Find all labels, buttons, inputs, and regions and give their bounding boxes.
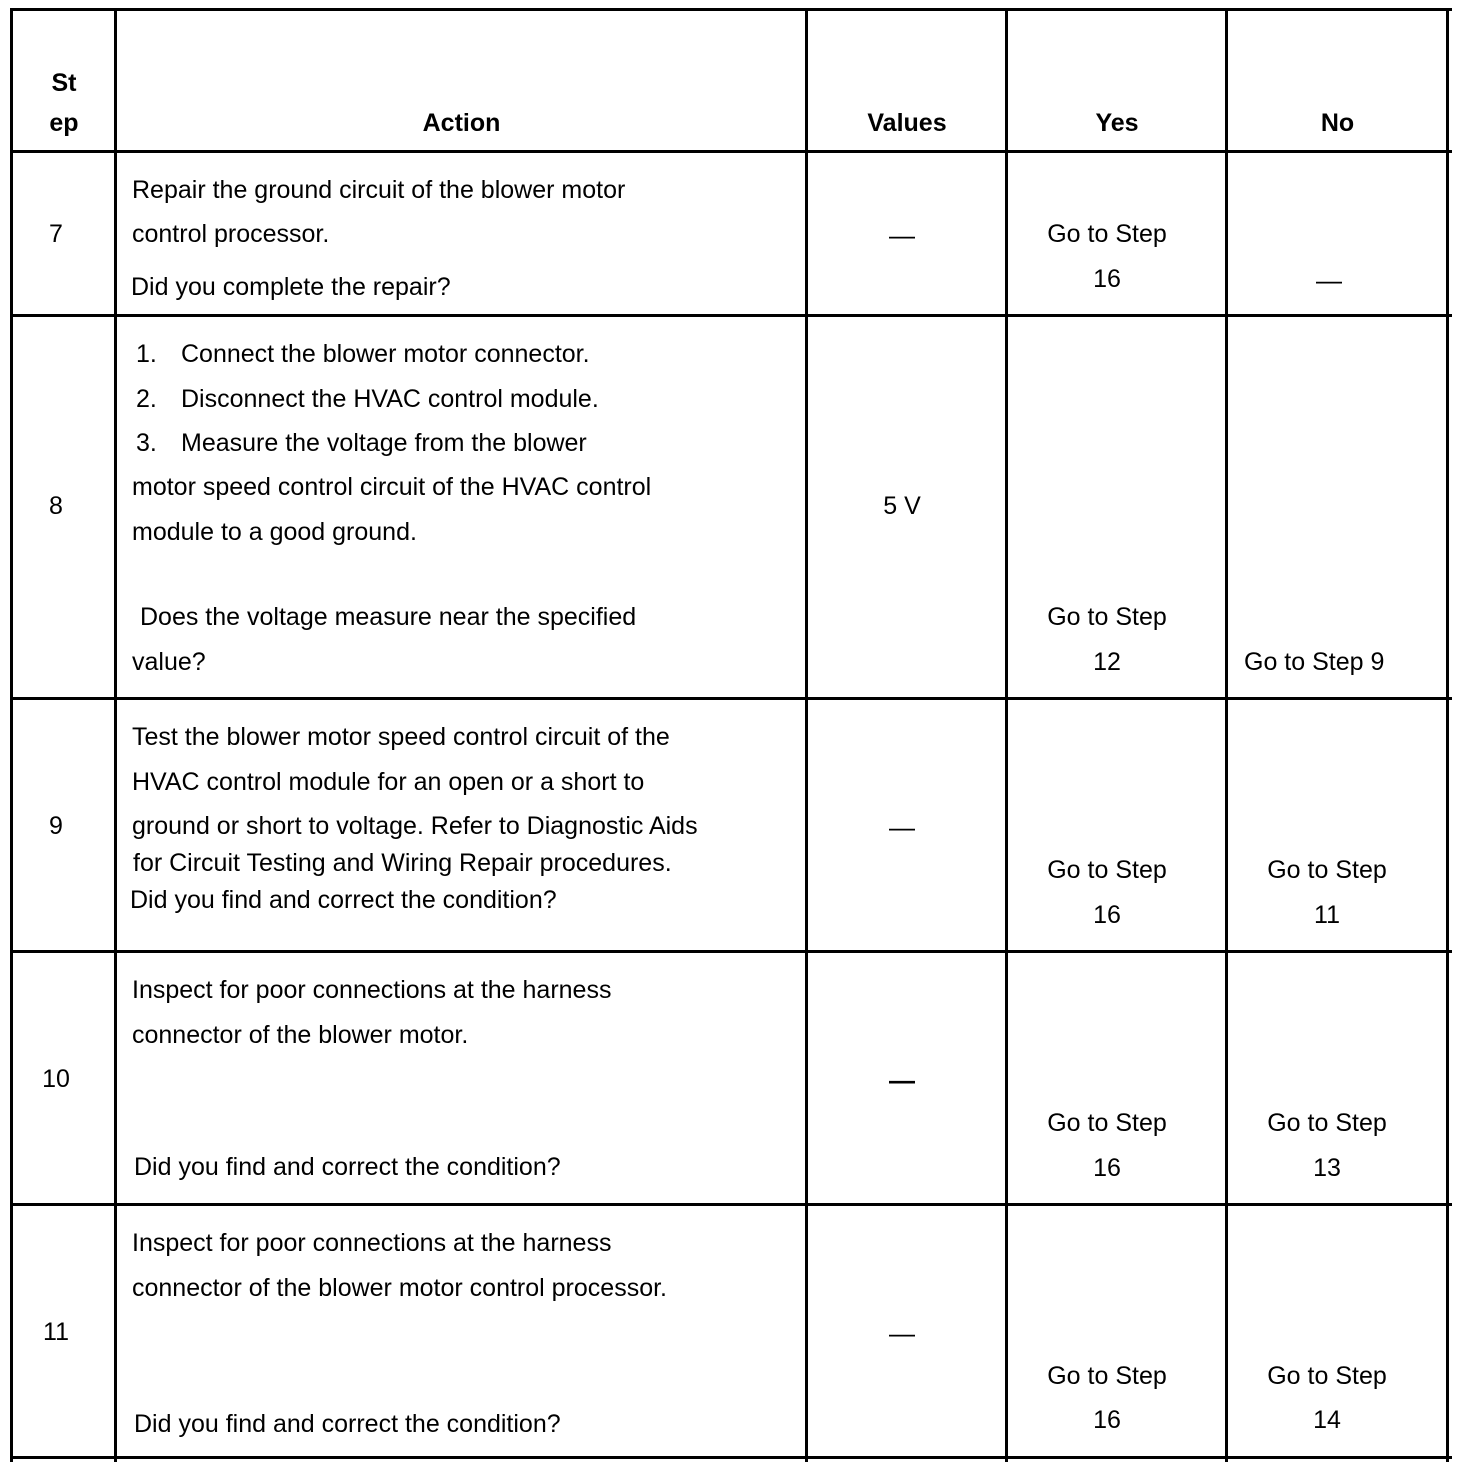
no-cell: 11 <box>1314 901 1340 929</box>
table-rule <box>10 150 1452 153</box>
table-rule <box>1005 8 1008 1462</box>
list-item-number: 3. <box>136 429 157 457</box>
header-step: ep <box>49 109 79 137</box>
table-rule <box>10 8 1452 11</box>
value-cell: — <box>889 812 915 842</box>
value-cell: — <box>889 1318 915 1348</box>
no-cell: 14 <box>1313 1406 1341 1434</box>
action-question: Did you complete the repair? <box>131 273 451 301</box>
header-values: Values <box>867 109 947 137</box>
action-text: connector of the blower motor control processor. <box>132 1274 667 1302</box>
yes-cell: 12 <box>1093 648 1121 676</box>
action-question: Did you find and correct the condition? <box>134 1153 561 1181</box>
step-number: 7 <box>49 220 63 248</box>
list-item: Measure the voltage from the blower <box>181 429 587 457</box>
step-number: 11 <box>43 1318 69 1346</box>
list-item-number: 2. <box>136 385 157 413</box>
action-text: ground or short to voltage. Refer to Diagnostic Aids <box>132 812 698 840</box>
step-number: 8 <box>49 492 63 520</box>
action-text: motor speed control circuit of the HVAC control <box>132 473 652 501</box>
header-yes: Yes <box>1095 109 1139 137</box>
no-cell: — <box>1316 265 1342 295</box>
list-item: Connect the blower motor connector. <box>181 340 590 368</box>
action-text: for Circuit Testing and Wiring Repair procedures. <box>133 849 672 877</box>
action-text: Test the blower motor speed control circuit of the <box>132 723 670 751</box>
table-rule <box>10 1456 1452 1459</box>
action-text: connector of the blower motor. <box>132 1021 469 1049</box>
table-rule <box>10 314 1452 317</box>
action-text: Repair the ground circuit of the blower motor <box>132 176 626 204</box>
yes-cell: 16 <box>1093 1154 1121 1182</box>
value-cell: 5 V <box>883 492 921 520</box>
no-cell: Go to Step <box>1267 1109 1387 1137</box>
table-rule <box>1446 8 1449 1462</box>
table-rule <box>10 1203 1452 1206</box>
value-cell: — <box>889 1065 915 1095</box>
step-number: 10 <box>42 1065 70 1093</box>
table-rule <box>114 8 117 1462</box>
no-cell: Go to Step <box>1267 1362 1387 1390</box>
action-text: module to a good ground. <box>132 518 417 546</box>
action-question: Did you find and correct the condition? <box>134 1410 561 1438</box>
header-step: St <box>51 69 77 97</box>
table-rule <box>10 8 13 1462</box>
yes-cell: Go to Step <box>1047 220 1167 248</box>
no-cell: 13 <box>1313 1154 1341 1182</box>
yes-cell: Go to Step <box>1047 1109 1167 1137</box>
no-cell: Go to Step 9 <box>1244 648 1385 676</box>
table-rule <box>805 8 808 1462</box>
action-text: control processor. <box>132 220 330 248</box>
list-item-number: 1. <box>136 340 157 368</box>
no-cell: Go to Step <box>1267 856 1387 884</box>
table-rule <box>1225 8 1228 1462</box>
action-question: Did you find and correct the condition? <box>130 886 557 914</box>
action-text: Inspect for poor connections at the harness <box>132 976 612 1004</box>
step-number: 9 <box>49 812 63 840</box>
list-item: Disconnect the HVAC control module. <box>181 385 599 413</box>
yes-cell: Go to Step <box>1047 856 1167 884</box>
action-text: Inspect for poor connections at the harness <box>132 1229 612 1257</box>
table-rule <box>10 950 1452 953</box>
header-no: No <box>1320 109 1355 137</box>
action-text: HVAC control module for an open or a short to <box>132 768 645 796</box>
yes-cell: 16 <box>1093 1406 1121 1434</box>
table-rule <box>10 697 1452 700</box>
yes-cell: 16 <box>1093 901 1121 929</box>
header-action: Action <box>422 109 501 137</box>
yes-cell: Go to Step <box>1047 603 1167 631</box>
yes-cell: 16 <box>1093 265 1121 293</box>
action-question: Does the voltage measure near the specified <box>140 603 637 631</box>
value-cell: — <box>889 220 915 250</box>
action-question: value? <box>132 648 206 676</box>
yes-cell: Go to Step <box>1047 1362 1167 1390</box>
